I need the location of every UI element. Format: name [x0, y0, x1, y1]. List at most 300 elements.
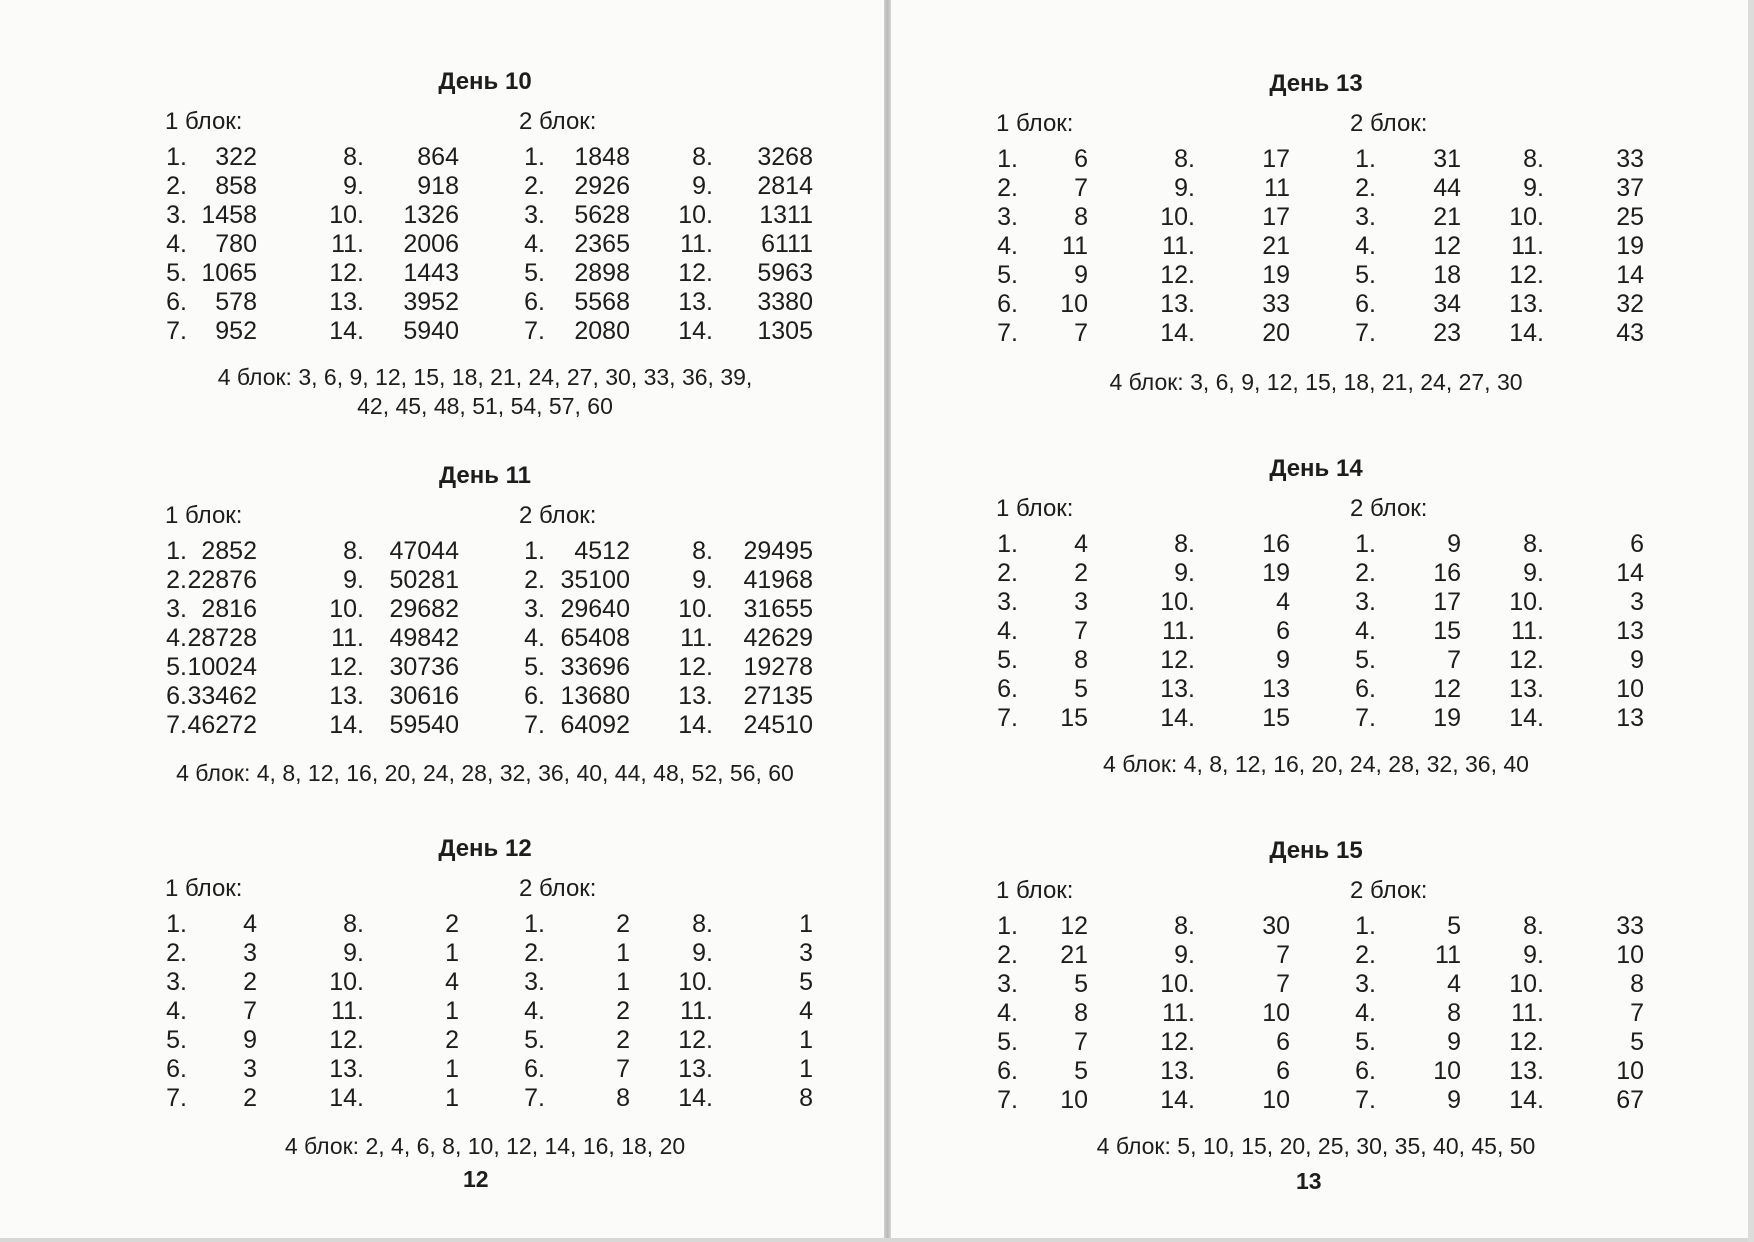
answer-value: 9 [1447, 1028, 1461, 1056]
block-1-label: 1 блок: [996, 877, 1074, 904]
answer-number: 4. [997, 232, 1018, 260]
answer-number: 8. [343, 537, 364, 565]
answer-row [1504, 1086, 1644, 1115]
answer-value: 30736 [389, 653, 459, 681]
answer-value: 4512 [574, 537, 630, 565]
answer-value: 22876 [187, 566, 257, 594]
answer-number: 6. [524, 1055, 545, 1083]
answer-row [1504, 999, 1644, 1028]
answer-row [1504, 588, 1644, 617]
answer-number: 10. [1509, 203, 1544, 231]
answer-number: 4. [524, 624, 545, 652]
answer-row [988, 646, 1088, 675]
answer-row [673, 653, 813, 682]
answer-row [1504, 704, 1644, 733]
answer-number: 5. [997, 1028, 1018, 1056]
answer-row [1155, 145, 1290, 174]
answer-column [1346, 530, 1461, 733]
answer-row [673, 143, 813, 172]
answer-value: 858 [215, 172, 257, 200]
block-4-answers [135, 759, 835, 788]
answer-value: 33 [1616, 912, 1644, 940]
answer-row [673, 682, 813, 711]
answer-row [1155, 588, 1290, 617]
answer-number: 13. [678, 682, 713, 710]
answer-row [673, 172, 813, 201]
answer-row [515, 317, 630, 346]
answer-number: 7. [166, 1084, 187, 1112]
answer-row [673, 910, 813, 939]
answer-row [324, 230, 459, 259]
answer-number: 12. [678, 653, 713, 681]
block-2-label: 2 блок: [519, 875, 597, 902]
block-4-line: 42, 45, 48, 51, 54, 57, 60 [357, 393, 613, 419]
answer-row [1346, 203, 1461, 232]
answer-number: 14. [1160, 704, 1195, 732]
answer-value: 7 [1276, 941, 1290, 969]
answer-row [673, 230, 813, 259]
answer-row [988, 261, 1088, 290]
answer-row [515, 1026, 630, 1055]
answer-row [1346, 941, 1461, 970]
answer-row [324, 537, 459, 566]
answer-value: 31655 [743, 595, 813, 623]
answer-number: 6. [524, 288, 545, 316]
answer-number: 9. [692, 939, 713, 967]
answer-row [1346, 530, 1461, 559]
page-right-edge [1748, 0, 1754, 1242]
answer-row [1155, 1057, 1290, 1086]
answer-number: 2. [997, 941, 1018, 969]
answer-number: 5. [166, 259, 187, 287]
answer-number: 7. [1355, 1086, 1376, 1114]
answer-row [515, 997, 630, 1026]
answer-value: 46272 [187, 711, 257, 739]
answer-value: 2080 [574, 317, 630, 345]
answer-value: 864 [417, 143, 459, 171]
answer-value: 1 [799, 1055, 813, 1083]
answer-row [1504, 646, 1644, 675]
answer-value: 1 [799, 910, 813, 938]
day-title: День 14 [1269, 455, 1363, 482]
answer-value: 6 [1276, 617, 1290, 645]
answer-column [515, 143, 630, 346]
answer-value: 10 [1262, 1086, 1290, 1114]
answer-column [673, 143, 813, 346]
answer-column [1504, 530, 1644, 733]
answer-value: 1 [616, 968, 630, 996]
answer-value: 952 [215, 317, 257, 345]
answer-value: 29495 [743, 537, 813, 565]
answer-row [1155, 174, 1290, 203]
block-4-answers [966, 368, 1666, 397]
answer-value: 31 [1433, 145, 1461, 173]
answer-value: 1326 [403, 201, 459, 229]
answer-row [324, 143, 459, 172]
answer-number: 14. [329, 711, 364, 739]
block-4-line: 4 блок: 3, 6, 9, 12, 15, 18, 21, 24, 27, 30 [1109, 369, 1523, 395]
answer-row [515, 259, 630, 288]
answer-value: 7 [1074, 617, 1088, 645]
answer-number: 13. [1509, 675, 1544, 703]
answer-number: 3. [524, 968, 545, 996]
answer-row [1155, 675, 1290, 704]
answer-row [157, 566, 257, 595]
answer-value: 28728 [187, 624, 257, 652]
answer-row [1504, 970, 1644, 999]
answer-row [157, 624, 257, 653]
answer-row [515, 1084, 630, 1113]
answer-number: 4. [1355, 999, 1376, 1027]
answer-row [988, 675, 1088, 704]
answer-number: 6. [524, 682, 545, 710]
answer-value: 4 [1447, 970, 1461, 998]
answer-row [157, 259, 257, 288]
answer-value: 2898 [574, 259, 630, 287]
answer-value: 3 [243, 939, 257, 967]
answer-number: 12. [1509, 261, 1544, 289]
answer-value: 6 [1630, 530, 1644, 558]
answer-value: 3952 [403, 288, 459, 316]
answer-number: 9. [1174, 941, 1195, 969]
answer-row [324, 1055, 459, 1084]
answer-number: 14. [678, 1084, 713, 1112]
answer-row [324, 259, 459, 288]
answer-value: 30616 [389, 682, 459, 710]
answer-row [988, 530, 1088, 559]
answer-column [1155, 912, 1290, 1115]
answer-number: 1. [1355, 530, 1376, 558]
answer-column [157, 143, 257, 346]
answer-row [1155, 912, 1290, 941]
answer-number: 13. [1160, 675, 1195, 703]
answer-number: 10. [678, 201, 713, 229]
answer-row [324, 566, 459, 595]
answer-row [157, 682, 257, 711]
answer-number: 8. [1523, 145, 1544, 173]
answer-column [324, 910, 459, 1113]
answer-number: 8. [343, 910, 364, 938]
answer-value: 7 [1074, 1028, 1088, 1056]
answer-row [1155, 941, 1290, 970]
answer-row [673, 595, 813, 624]
answer-row [988, 203, 1088, 232]
answer-number: 2. [166, 172, 187, 200]
day-title: День 13 [1269, 70, 1363, 97]
answer-number: 11. [1162, 999, 1195, 1027]
answer-number: 12. [1160, 646, 1195, 674]
answer-value: 2 [616, 1026, 630, 1054]
answer-number: 13. [1509, 290, 1544, 318]
answer-value: 10 [1060, 290, 1088, 318]
answer-value: 33696 [560, 653, 630, 681]
day-title: День 12 [438, 835, 532, 862]
answer-value: 2 [1074, 559, 1088, 587]
answer-row [988, 174, 1088, 203]
answer-value: 5 [1630, 1028, 1644, 1056]
page-bottom-edge [0, 1238, 1754, 1242]
answer-row [673, 1055, 813, 1084]
answer-column [1346, 912, 1461, 1115]
answer-row [515, 711, 630, 740]
answer-value: 1 [445, 997, 459, 1025]
answer-number: 6. [997, 675, 1018, 703]
answer-row [988, 704, 1088, 733]
answer-value: 29682 [389, 595, 459, 623]
block-4-line: 4 блок: 3, 6, 9, 12, 15, 18, 21, 24, 27, 30, 33, 36, 39, [217, 364, 753, 390]
answer-row [324, 624, 459, 653]
answer-value: 15 [1262, 704, 1290, 732]
answer-value: 1065 [201, 259, 257, 287]
answer-number: 7. [997, 704, 1018, 732]
answer-row [324, 201, 459, 230]
answer-value: 1 [799, 1026, 813, 1054]
answer-row [988, 588, 1088, 617]
answer-number: 11. [1511, 999, 1544, 1027]
answer-number: 1. [997, 912, 1018, 940]
answer-number: 1. [166, 910, 187, 938]
answer-row [1346, 1028, 1461, 1057]
answer-number: 2. [524, 566, 545, 594]
answer-value: 1 [445, 939, 459, 967]
answer-number: 7. [1355, 319, 1376, 347]
answer-row [988, 999, 1088, 1028]
answer-value: 1311 [759, 201, 813, 229]
answer-number: 1. [524, 537, 545, 565]
answer-number: 12. [678, 1026, 713, 1054]
answer-row [1504, 559, 1644, 588]
answer-column [1504, 145, 1644, 348]
answer-number: 8. [1523, 912, 1544, 940]
answer-value: 19278 [743, 653, 813, 681]
answer-number: 11. [680, 230, 713, 258]
answer-value: 44 [1433, 174, 1461, 202]
answer-number: 6. [997, 290, 1018, 318]
answer-number: 14. [329, 317, 364, 345]
answer-row [157, 317, 257, 346]
answer-row [515, 1055, 630, 1084]
answer-column [157, 537, 257, 740]
answer-row [324, 682, 459, 711]
answer-column [988, 530, 1088, 733]
block-4-answers [966, 1132, 1666, 1161]
answer-number: 6. [997, 1057, 1018, 1085]
block-4-line: 4 блок: 4, 8, 12, 16, 20, 24, 28, 32, 36, 40, 44, 48, 52, 56, 60 [176, 760, 794, 786]
answer-number: 13. [1160, 290, 1195, 318]
answer-row [673, 711, 813, 740]
answer-value: 13680 [560, 682, 630, 710]
answer-number: 4. [1355, 232, 1376, 260]
answer-row [1155, 704, 1290, 733]
answer-row [324, 968, 459, 997]
answer-value: 2365 [574, 230, 630, 258]
answer-value: 35100 [560, 566, 630, 594]
answer-row [1155, 646, 1290, 675]
answer-value: 59540 [389, 711, 459, 739]
answer-number: 5. [1355, 1028, 1376, 1056]
block-1-label: 1 блок: [996, 110, 1074, 137]
answer-value: 2 [243, 1084, 257, 1112]
answer-row [673, 1084, 813, 1113]
answer-row [673, 566, 813, 595]
answer-number: 5. [997, 646, 1018, 674]
answer-number: 11. [331, 230, 364, 258]
answer-row [673, 288, 813, 317]
answer-value: 34 [1433, 290, 1461, 318]
answer-row [515, 653, 630, 682]
answer-row [988, 970, 1088, 999]
answer-row [157, 288, 257, 317]
answer-value: 7 [1074, 174, 1088, 202]
answer-number: 12. [1509, 646, 1544, 674]
answer-row [1155, 319, 1290, 348]
answer-number: 8. [1174, 912, 1195, 940]
answer-value: 17 [1262, 145, 1290, 173]
answer-value: 4 [445, 968, 459, 996]
answer-number: 14. [1160, 319, 1195, 347]
answer-value: 12 [1060, 912, 1088, 940]
answer-row [515, 537, 630, 566]
answer-number: 14. [1509, 704, 1544, 732]
answer-number: 4. [166, 624, 187, 652]
answer-number: 3. [166, 968, 187, 996]
answer-row [1346, 999, 1461, 1028]
answer-value: 11 [1264, 174, 1290, 202]
answer-value: 13 [1616, 704, 1644, 732]
answer-value: 2 [445, 1026, 459, 1054]
answer-row [1504, 203, 1644, 232]
answer-value: 2 [616, 997, 630, 1025]
answer-value: 4 [243, 910, 257, 938]
answer-number: 10. [1160, 203, 1195, 231]
answer-value: 43 [1616, 319, 1644, 347]
answer-value: 5 [1074, 970, 1088, 998]
answer-number: 12. [329, 1026, 364, 1054]
answer-value: 5 [1447, 912, 1461, 940]
answer-value: 5963 [757, 259, 813, 287]
answer-number: 10. [1509, 970, 1544, 998]
answer-column [157, 910, 257, 1113]
answer-value: 17 [1433, 588, 1461, 616]
answer-value: 27135 [743, 682, 813, 710]
answer-row [673, 624, 813, 653]
answer-number: 3. [997, 970, 1018, 998]
answer-value: 6 [1074, 145, 1088, 173]
answer-value: 9 [1447, 530, 1461, 558]
answer-value: 1305 [757, 317, 813, 345]
answer-row [157, 230, 257, 259]
answer-row [157, 537, 257, 566]
answer-number: 1. [524, 910, 545, 938]
answer-value: 3 [1630, 588, 1644, 616]
answer-number: 9. [1174, 174, 1195, 202]
answer-number: 11. [331, 997, 364, 1025]
answer-row [673, 317, 813, 346]
answer-number: 3. [524, 201, 545, 229]
answer-value: 2926 [574, 172, 630, 200]
answer-number: 5. [166, 653, 187, 681]
answer-number: 13. [1160, 1057, 1195, 1085]
answer-row [988, 1028, 1088, 1057]
answer-number: 12. [329, 653, 364, 681]
answer-value: 19 [1433, 704, 1461, 732]
answer-number: 1. [166, 143, 187, 171]
answer-number: 1. [524, 143, 545, 171]
answer-number: 2. [997, 559, 1018, 587]
answer-value: 65408 [560, 624, 630, 652]
answer-value: 780 [215, 230, 257, 258]
answer-value: 10 [1060, 1086, 1088, 1114]
answer-row [988, 941, 1088, 970]
answer-row [157, 939, 257, 968]
answer-value: 10024 [187, 653, 257, 681]
answer-value: 8 [1074, 203, 1088, 231]
answer-value: 7 [1074, 319, 1088, 347]
answer-row [1346, 704, 1461, 733]
answer-row [1504, 290, 1644, 319]
answer-number: 3. [1355, 203, 1376, 231]
block-1-label: 1 блок: [165, 108, 243, 135]
answer-column [988, 145, 1088, 348]
answer-row [988, 319, 1088, 348]
answer-value: 33 [1616, 145, 1644, 173]
answer-number: 4. [997, 617, 1018, 645]
answer-value: 24510 [743, 711, 813, 739]
answer-column [673, 537, 813, 740]
answer-row [988, 912, 1088, 941]
answer-value: 7 [243, 997, 257, 1025]
answer-value: 17 [1262, 203, 1290, 231]
answer-number: 10. [678, 968, 713, 996]
answer-number: 6. [1355, 1057, 1376, 1085]
answer-number: 3. [1355, 588, 1376, 616]
answer-number: 9. [1523, 941, 1544, 969]
answer-row [1504, 261, 1644, 290]
answer-value: 7 [616, 1055, 630, 1083]
answer-row [1504, 174, 1644, 203]
answer-row [1346, 232, 1461, 261]
answer-number: 2. [524, 172, 545, 200]
answer-value: 33462 [187, 682, 257, 710]
answer-number: 7. [524, 1084, 545, 1112]
answer-number: 8. [692, 143, 713, 171]
answer-number: 4. [166, 230, 187, 258]
answer-number: 9. [1523, 559, 1544, 587]
answer-value: 2814 [757, 172, 813, 200]
answer-number: 13. [678, 288, 713, 316]
block-2-label: 2 блок: [1350, 877, 1428, 904]
answer-value: 49842 [389, 624, 459, 652]
block-4-line: 4 блок: 4, 8, 12, 16, 20, 24, 28, 32, 36, 40 [1103, 751, 1529, 777]
answer-value: 10 [1616, 1057, 1644, 1085]
answer-number: 5. [1355, 646, 1376, 674]
answer-row [1346, 145, 1461, 174]
block-2-label: 2 блок: [519, 108, 597, 135]
answer-row [1155, 999, 1290, 1028]
answer-number: 2. [1355, 559, 1376, 587]
answer-number: 10. [1160, 588, 1195, 616]
answer-number: 9. [343, 172, 364, 200]
answer-column [515, 537, 630, 740]
answer-number: 12. [1160, 1028, 1195, 1056]
answer-value: 9 [1276, 646, 1290, 674]
answer-row [1155, 261, 1290, 290]
answer-number: 2. [524, 939, 545, 967]
answer-value: 7 [1630, 999, 1644, 1027]
answer-number: 5. [166, 1026, 187, 1054]
answer-number: 10. [1509, 588, 1544, 616]
answer-value: 7 [1447, 646, 1461, 674]
